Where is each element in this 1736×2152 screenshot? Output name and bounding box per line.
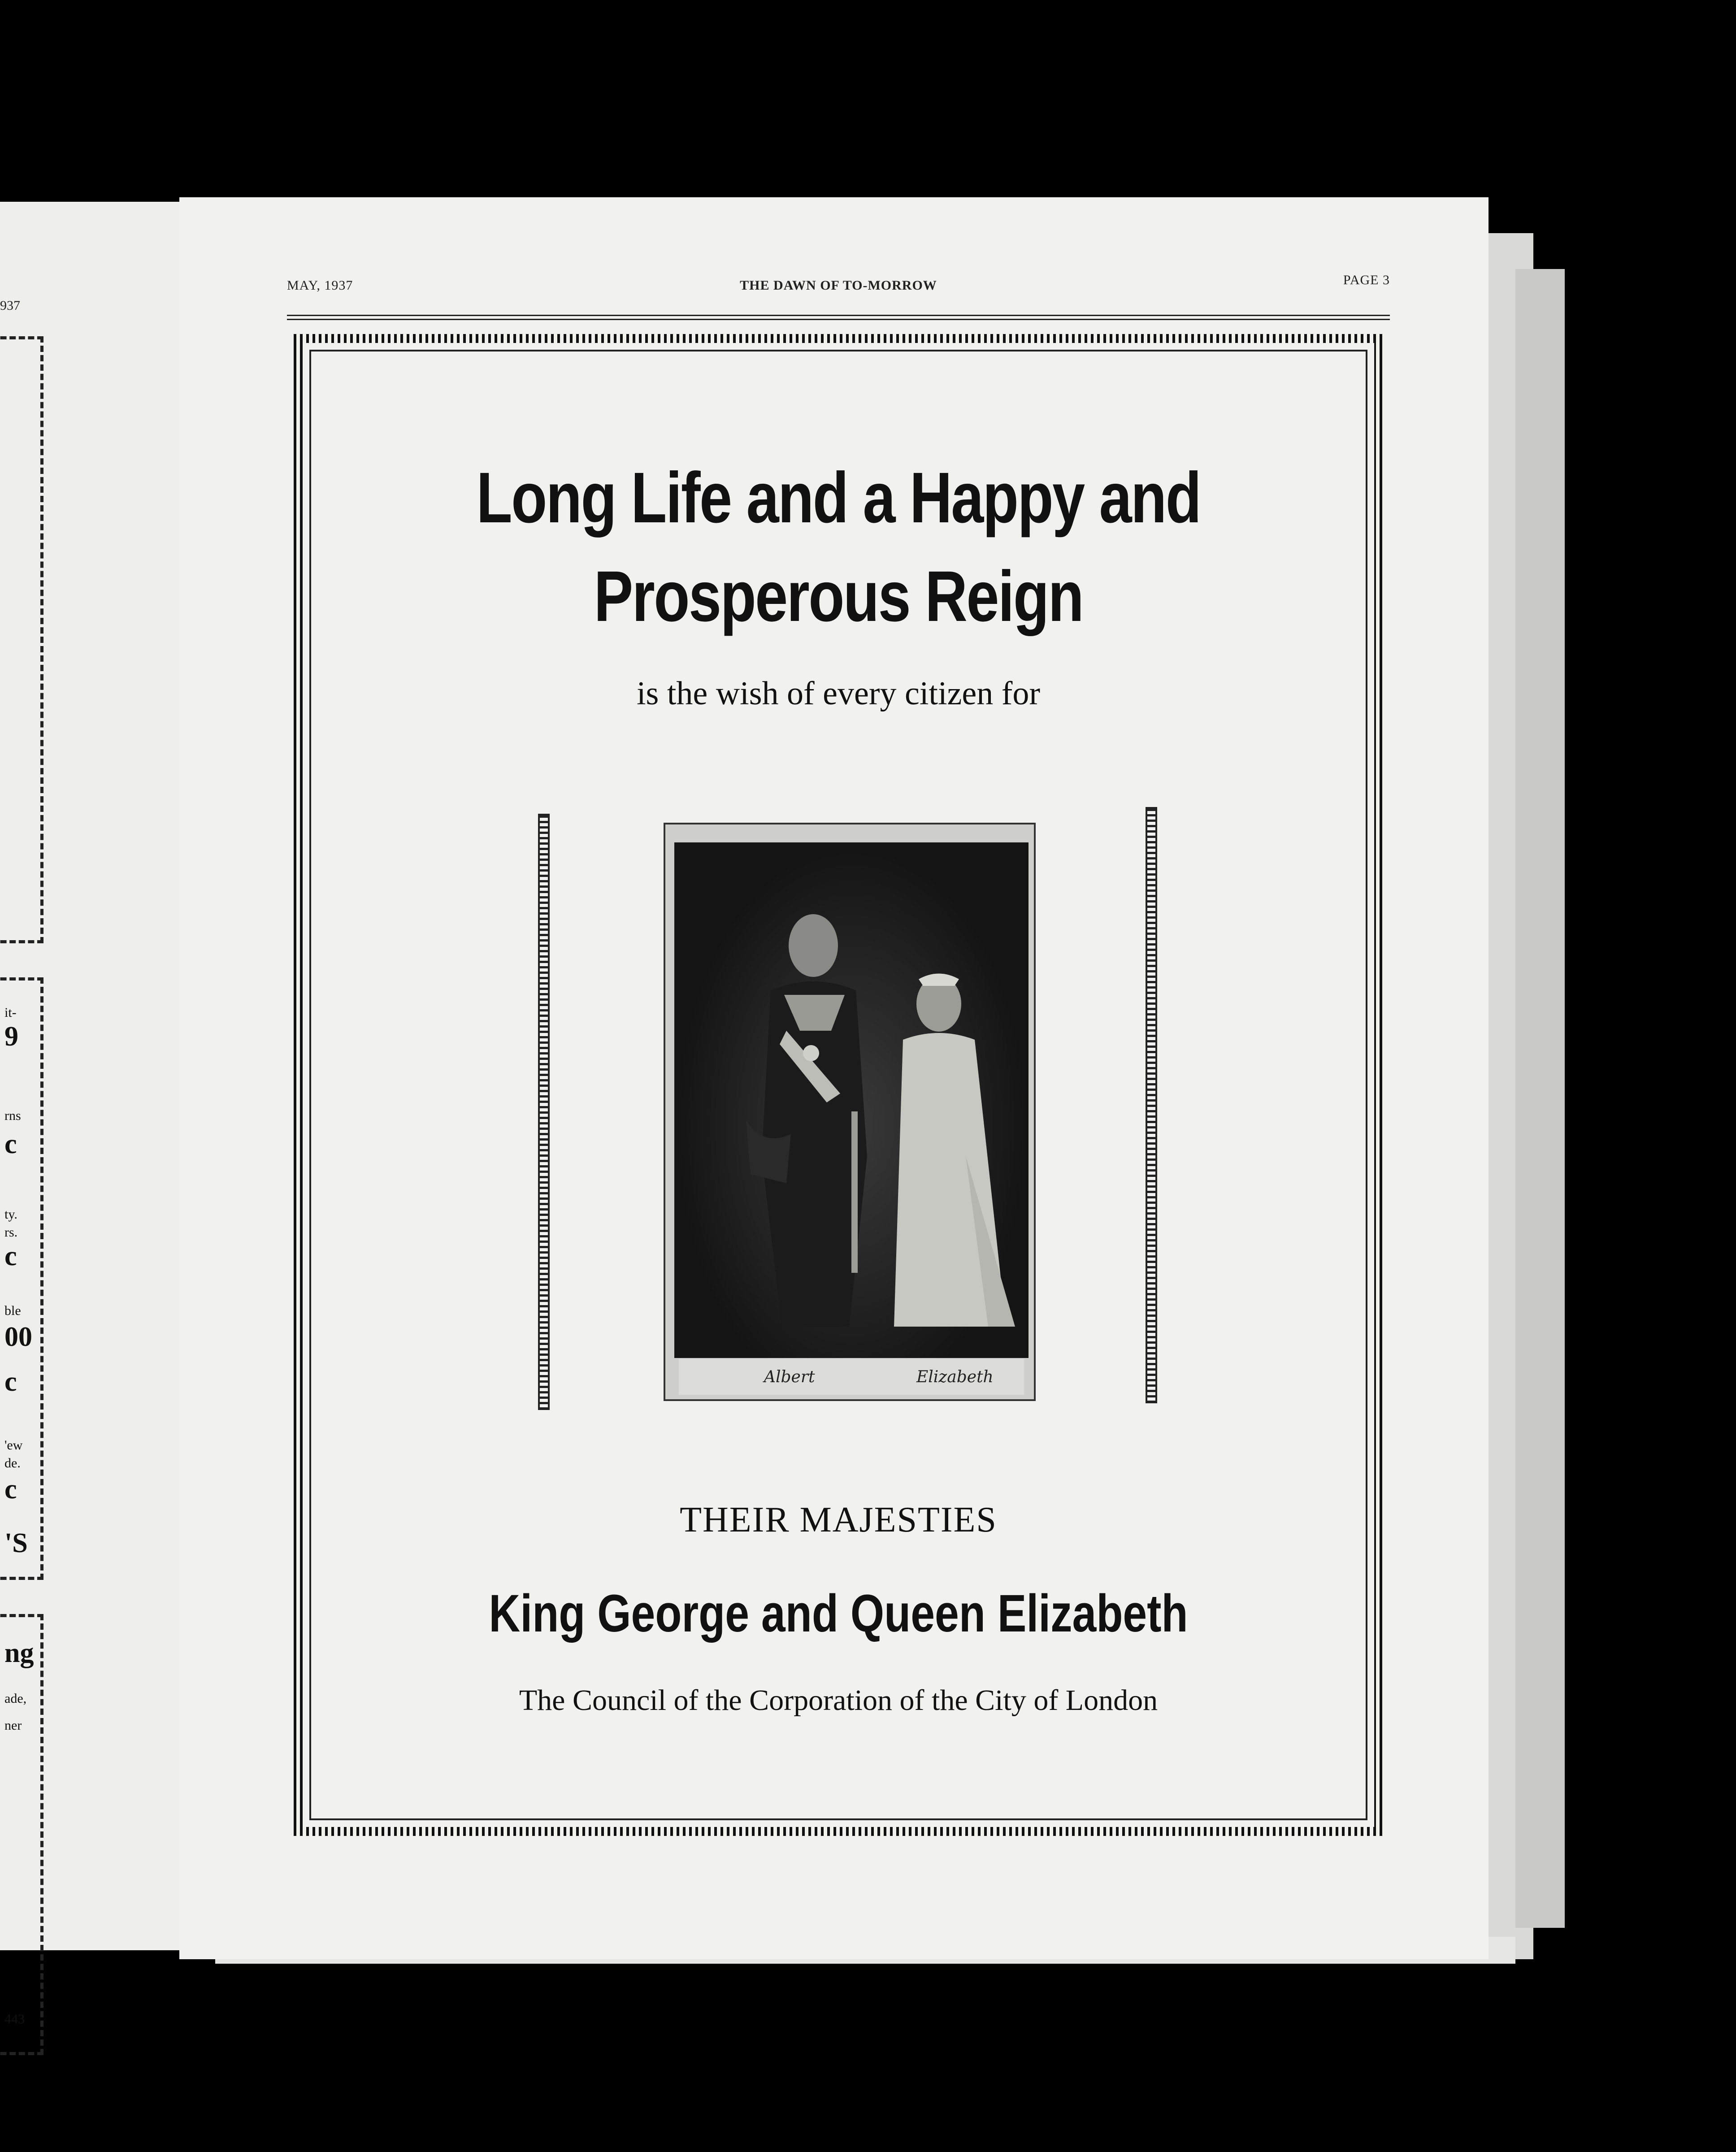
left-text-fragment: c [4, 1367, 17, 1397]
left-ad-box [0, 1614, 43, 2055]
left-text-fragment: 443 [4, 2012, 25, 2026]
left-text-fragment: ng [4, 1638, 34, 1668]
left-text-fragment: c [4, 1129, 17, 1159]
left-ad-box [0, 977, 43, 1580]
sponsor-line: The Council of the Corporation of the City of London [519, 1684, 1158, 1717]
left-page-fragment [0, 202, 179, 2026]
left-page-year: 937 [0, 298, 20, 313]
left-ad-box [0, 336, 43, 943]
left-text-fragment: c [4, 1241, 17, 1271]
left-text-fragment: ble [4, 1303, 21, 1318]
left-text-fragment: ty. [4, 1207, 17, 1222]
left-text-fragment: rns [4, 1108, 21, 1123]
left-text-fragment: 00 [4, 1322, 32, 1352]
headline-line-1: Long Life and a Happy and [476, 457, 1201, 538]
portrait-photo [674, 842, 1029, 1358]
decorative-bar-left [538, 814, 550, 1410]
subheadline: is the wish of every citizen for [636, 675, 1041, 712]
royal-portrait [664, 823, 1036, 1401]
left-text-fragment: ade, [4, 1691, 27, 1706]
portrait-figures-image [674, 842, 1029, 1358]
left-text-fragment: rs. [4, 1225, 18, 1240]
left-text-fragment: 9 [4, 1021, 18, 1052]
left-text-fragment: c [4, 1474, 17, 1505]
left-text-fragment: it- [4, 1005, 17, 1020]
left-text-fragment: ner [4, 1718, 22, 1733]
signature-queen: Elizabeth [916, 1368, 994, 1386]
left-text-fragment: 'S [4, 1528, 28, 1558]
decorative-bar-right [1146, 807, 1157, 1403]
page-number: PAGE 3 [1343, 273, 1390, 287]
left-text-fragment: de. [4, 1456, 21, 1471]
signature-strip [679, 1359, 1024, 1395]
headline-line-2: Prosperous Reign [594, 556, 1083, 636]
issue-date: MAY, 1937 [287, 278, 353, 293]
newspaper-title: THE DAWN OF TO-MORROW [740, 278, 937, 293]
their-majesties-heading: THEIR MAJESTIES [680, 1500, 997, 1540]
page-stack-edge [1515, 269, 1565, 1928]
header-rule [287, 315, 1390, 320]
page-header [287, 273, 1390, 296]
signature-king: Albert [764, 1368, 815, 1386]
left-text-fragment: 'ew [4, 1438, 23, 1453]
royal-names: King George and Queen Elizabeth [489, 1584, 1188, 1643]
